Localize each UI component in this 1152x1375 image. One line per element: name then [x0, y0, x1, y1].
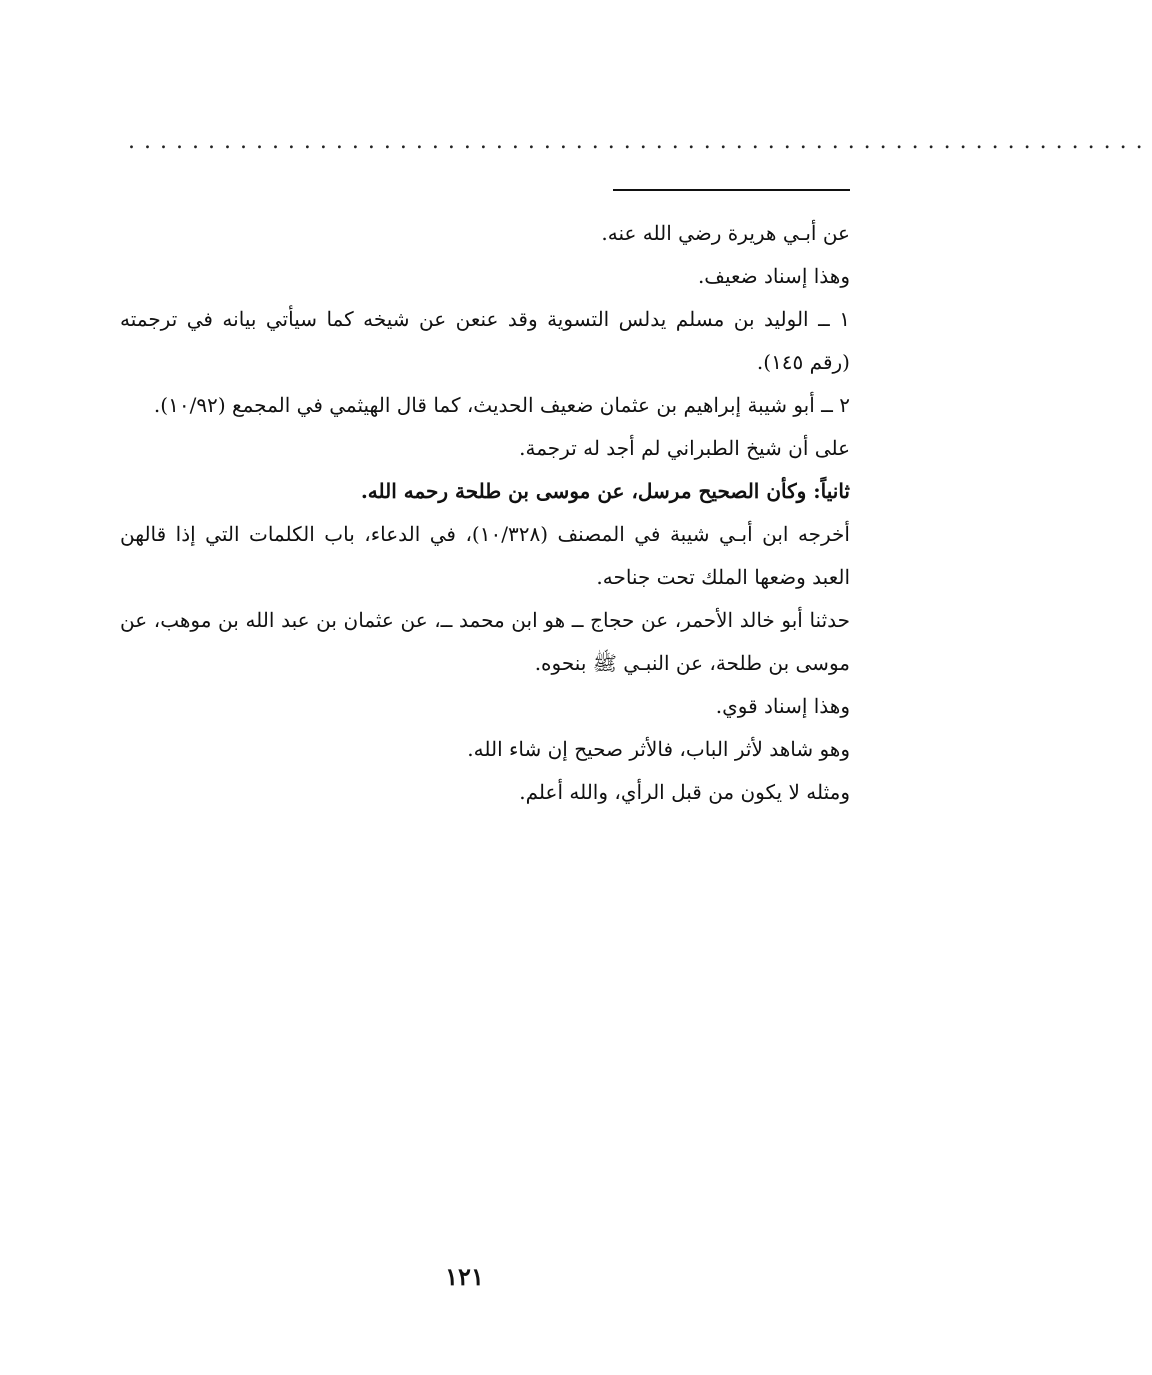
paragraph-5: على أن شيخ الطبراني لم أجد له ترجمة. — [519, 436, 850, 460]
paragraph-10: وهو شاهد لأثر الباب، فالأثر صحيح إن شاء الله. — [467, 737, 850, 761]
paragraph-9: وهذا إسناد قوي. — [715, 694, 850, 718]
paragraph-3: ١ ــ الوليد بن مسلم يدلس التسوية وقد عنعن عن شيخه كما سيأتي بيانه في ترجمته (رقم ١٤٥). — [120, 307, 850, 374]
page-body — [120, 212, 850, 814]
dotted-separator: ................................................................ — [128, 129, 1152, 154]
paragraph-4: ٢ ــ أبو شيبة إبراهيم بن عثمان ضعيف الحديث، كما قال الهيثمي في المجمع (١٠/٩٢). — [153, 393, 850, 417]
paragraph-8: حدثنا أبو خالد الأحمر، عن حجاج ــ هو ابن محمد ــ، عن عثمان بن عبد الله بن موهب، عن موسى بن طلحة، عن النبـي ﷺ بنحوه. — [120, 608, 850, 675]
paragraph-6: ثانياً: وكأن الصحيح مرسل، عن موسى بن طلحة رحمه الله. — [360, 479, 850, 503]
paragraph-7: أخرجه ابن أبـي شيبة في المصنف (١٠/٣٢٨)، في الدعاء، باب الكلمات التي إذا قالهن العبد وضعها الملك تحت جناحه. — [120, 522, 850, 589]
paragraph-11: ومثله لا يكون من قبل الرأي، والله أعلم. — [519, 780, 850, 804]
paragraph-2: وهذا إسناد ضعيف. — [697, 264, 850, 288]
footnote-rule — [613, 189, 850, 191]
paragraph-1: عن أبـي هريرة رضي الله عنه. — [601, 221, 850, 245]
page-number: ١٢١ — [445, 1262, 484, 1291]
